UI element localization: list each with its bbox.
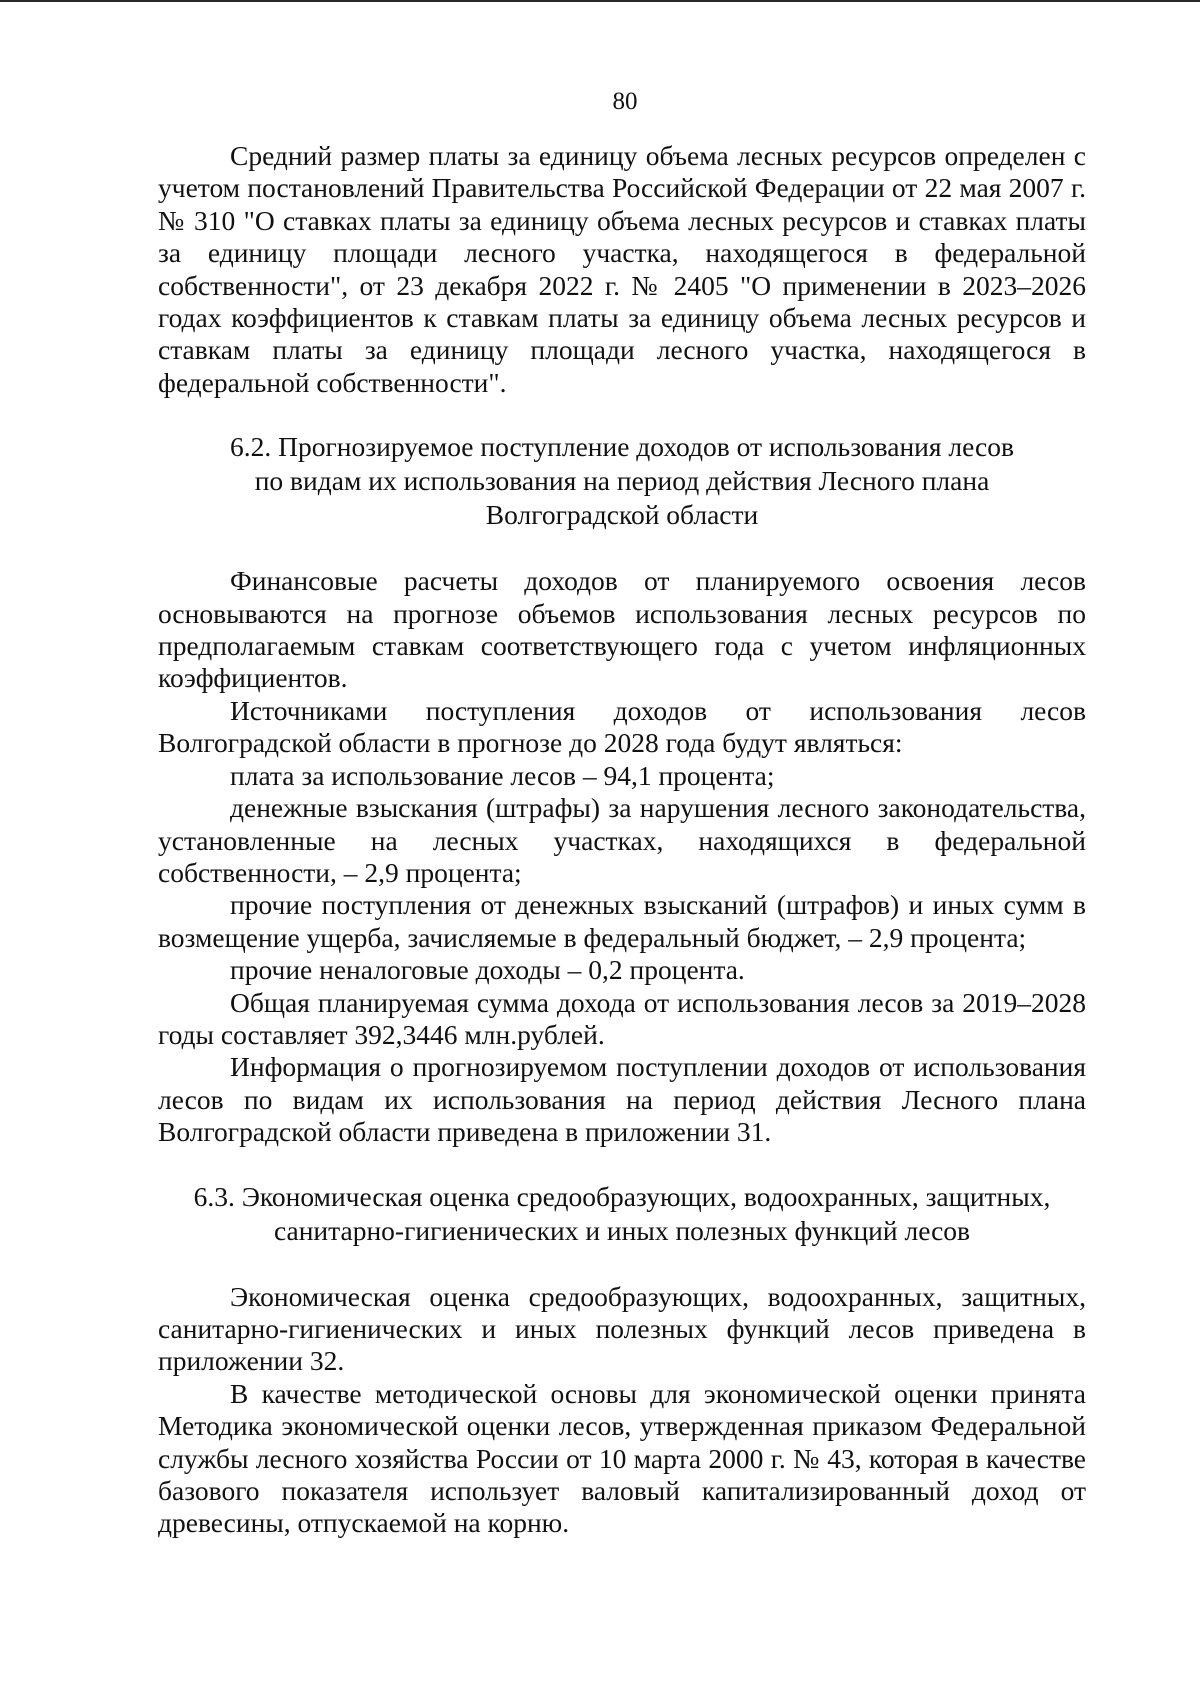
paragraph-6-2-7: Общая планируемая сумма дохода от использования лесов за 2019–2028 годы составляет 392,3446 млн.рублей.	[158, 986, 1086, 1050]
paragraph-6-3-2: В качестве методической основы для экономической оценки принята Методика экономической оценки лесов, утвержденная приказом Федеральной службы лесного хозяйства России от 10 марта 2000 г. № 43, которая в качестве базового показателя использует валовый капитализированный доход от древесины, отпускаемой на корню.	[158, 1377, 1086, 1539]
section-6-2-heading	[158, 430, 1086, 532]
page-number: 80	[612, 88, 638, 115]
paragraph-6-2-1: Финансовые расчеты доходов от планируемого освоения лесов основываются на прогнозе объемов использования лесных ресурсов по предполагаемым ставкам соответствующего года с учетом инфляционных коэффициентов.	[158, 565, 1086, 694]
section-6-2-heading-line3: Волгоградской области	[485, 499, 759, 531]
section-6-2-heading-line2: по видам их использования на период действия Лесного плана	[254, 465, 990, 497]
paragraph-6-2-6: прочие неналоговые доходы – 0,2 процента.	[230, 954, 745, 986]
paragraph-intro: Средний размер платы за единицу объема лесных ресурсов определен с учетом постановлений Правительства Российской Федерации от 22 мая 2007 г. № 310 "О ставках платы за единицу объема лесных ресурсов и ставках платы за единицу площади лесного участка, находящегося в федеральной собственности", от 23 декабря 2022 г. № 2405 "О применении в 2023–2026 годах коэффициентов к ставкам платы за единицу объема лесных ресурсов и ставкам платы за единицу площади лесного участка, находящегося в федеральной собственности".	[158, 140, 1086, 398]
paragraph-6-2-2: Источниками поступления доходов от использования лесов Волгоградской области в прогнозе до 2028 года будут являться:	[158, 694, 1086, 759]
section-6-3-heading-line1: 6.3. Экономическая оценка средообразующих, водоохранных, защитных,	[193, 1180, 1051, 1212]
paragraph-6-2-3: плата за использование лесов – 94,1 процента;	[230, 759, 775, 791]
section-6-2-heading-line1: 6.2. Прогнозируемое поступление доходов от использования лесов	[230, 431, 1014, 463]
document-body	[158, 140, 1086, 1540]
page-top-edge	[0, 0, 1200, 2]
paragraph-6-2-8: Информация о прогнозируемом поступлении доходов от использования лесов по видам их использования на период действия Лесного плана Волгоградской области приведена в приложении 31.	[158, 1051, 1086, 1148]
paragraph-6-2-4: денежные взыскания (штрафы) за нарушения лесного законодательства, установленные на лесных участках, находящихся в федеральной собственности, – 2,9 процента;	[158, 792, 1086, 888]
section-6-3-heading	[158, 1180, 1086, 1248]
paragraph-6-2-5: прочие поступления от денежных взысканий (штрафов) и иных сумм в возмещение ущерба, зачисляемые в федеральный бюджет, – 2,9 процента;	[158, 889, 1086, 953]
section-6-3-heading-line2: санитарно-гигиенических и иных полезных функций лесов	[273, 1214, 971, 1246]
paragraph-6-3-1: Экономическая оценка средообразующих, водоохранных, защитных, санитарно-гигиенических и иных полезных функций лесов приведена в приложении 32.	[158, 1280, 1086, 1377]
